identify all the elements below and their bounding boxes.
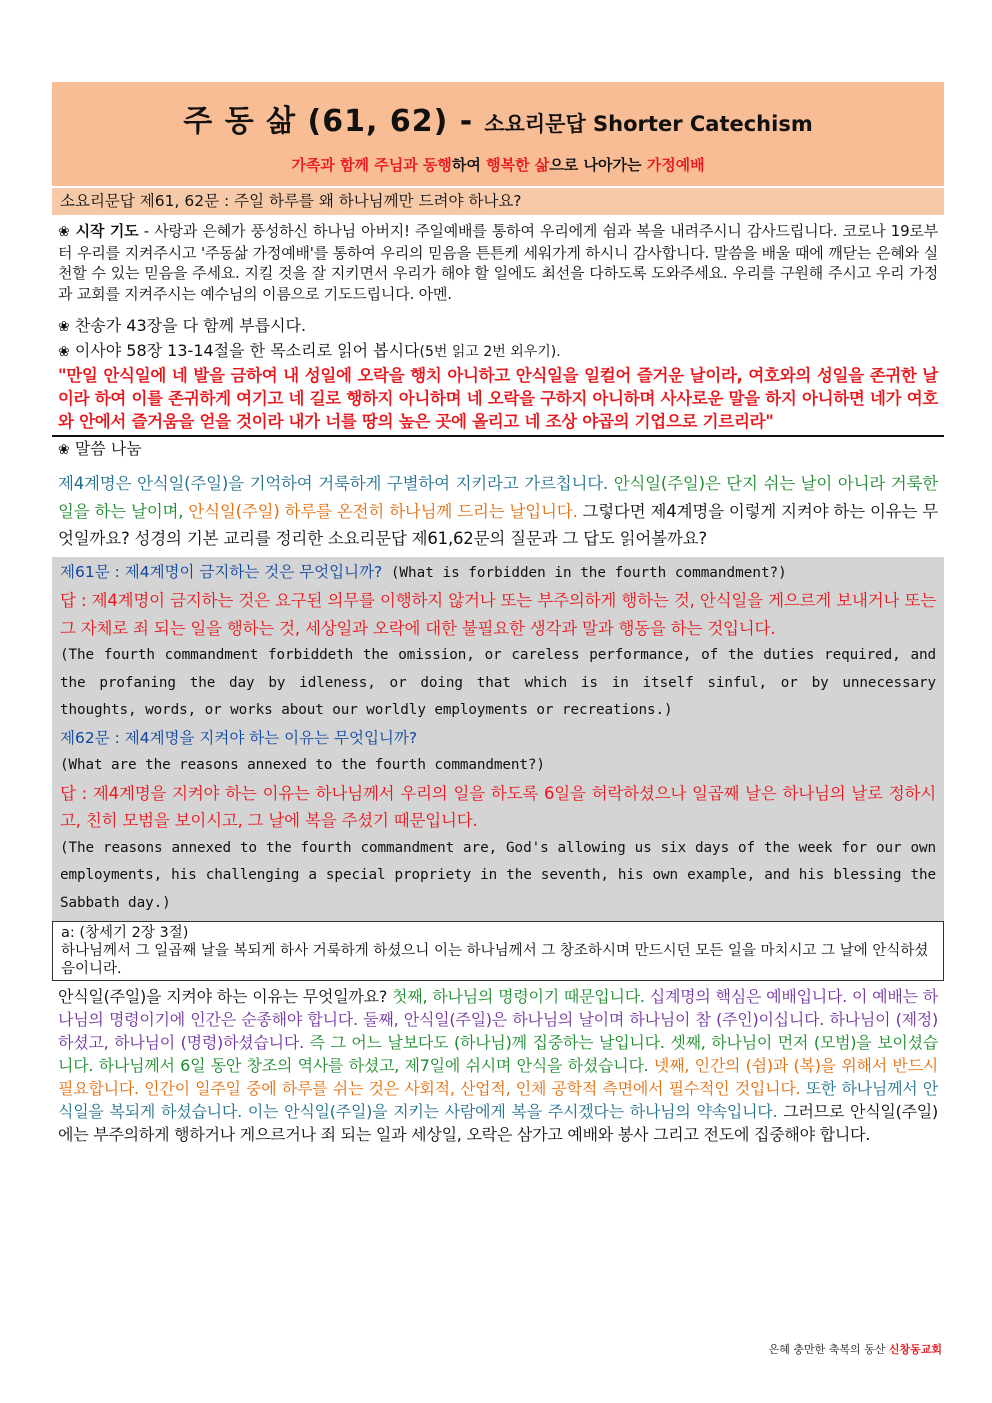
reading-note: (5번 읽고 2번 외우기).	[419, 344, 561, 360]
catechism-box	[52, 557, 944, 922]
footer-text: 은혜 충만한 축복의 동산	[768, 1343, 889, 1356]
reading-text: 이사야 58장 13-14절을 한 목소리로 읽어 봅시다	[74, 341, 420, 360]
reference-label: a: (창세기 2장 3절)	[61, 925, 189, 941]
q62-answer-ko: 답 : 제4계명을 지켜야 하는 이유는 하나님께서 우리의 일을 하도록 6일을 허락하셨으나 일곱째 날은 하나님의 날로 정하시고, 친히 모범을 보이시고, 그 날에 복을 주셨기 때문입니다.	[60, 783, 936, 830]
q61-answer-en: (The fourth commandment forbiddeth the omission, or careless performance, of the duties required, and the profaning the day by idleness, or doing that which is in itself sinful, or by unnecessary thoughts, words, or works about our worldly employments or recreations.)	[60, 647, 936, 718]
talk-part-3: 안식일(주일) 하루를 온전히 하나님께 드리는 날입니다.	[183, 501, 578, 521]
final-s8: 또한 하나님께서 안식일을 복되게 하셨습니다. 이는 안식일(주일)을 지키는 사람에게 복을 주시겠다는 하나님의 약속입니다.	[58, 1079, 939, 1121]
sharing-text	[52, 462, 944, 553]
sharing-line	[52, 437, 944, 462]
reading-line	[52, 339, 944, 364]
footer	[769, 1341, 942, 1357]
flower-icon: ❀	[58, 442, 70, 458]
q61-question-ko: 제61문 : 제4계명이 금지하는 것은 무엇입니까?	[60, 562, 383, 581]
subtitle-part-4: 행복한 삶	[486, 156, 550, 174]
footer-church: 신창동교회	[888, 1343, 942, 1356]
header	[52, 82, 944, 186]
talk-part-2: 안식일(주일)은 단지 쉬는 날이 아니라 거룩한 일을 하는 날이며,	[58, 474, 939, 521]
final-s6: 셋째, 하나님이 먼저 (모범)을 보이셨습니다. 하나님께서 6일 동안 창조의 역사를 하셨고, 제7일에 쉬시며 안식을 하셨습니다.	[58, 1033, 939, 1075]
final-s3: 십계명의 핵심은 예배입니다. 이 예배는 하나님의 명령이기에 인간은 순종해야 합니다.	[58, 987, 938, 1029]
flower-icon: ❀	[58, 224, 71, 240]
question-bar: 소요리문답 제61, 62문 : 주일 하루를 왜 하나님께만 드려야 하나요?	[52, 188, 944, 215]
final-s7: 넷째, 인간의 (쉼)과 (복)을 위해서 반드시 필요합니다. 인간이 일주일 중에 하루를 쉬는 것은 사회적, 산업적, 인체 공학적 측면에서 필수적인 것입니다.	[58, 1056, 938, 1098]
q61-question-en: (What is forbidden in the fourth commandment?)	[382, 564, 787, 581]
hymn-text: 찬송가 43장을 다 함께 부릅시다.	[74, 316, 307, 335]
final-s5: 즉 그 어느 날보다도 (하나님)께 집중하는 날입니다.	[303, 1033, 665, 1052]
flower-icon: ❀	[58, 344, 70, 360]
title-sub: 소요리문답 Shorter Catechism	[484, 112, 813, 136]
sharing-label: 말씀 나눔	[74, 439, 142, 458]
prayer-text: - 사랑과 은혜가 풍성하신 하나님 아버지! 주일예배를 통하여 우리에게 쉼과 복을 내려주시니 감사드립니다. 코로나 19로부터 우리를 지켜주시고 '주동삶 가정예배'를 통하여 우리의 믿음을 튼튼케 세워가게 하시니 감사합니다. 말씀을 배울 때에 깨닫는 은혜와 실천할 수 있는 믿음을 주세요. 지킬 것을 잘 지키면서 우리가 해야 할 일에도 최선을 다하도록 도와주세요. 우리를 구원해 주시고 우리 가정과 교회를 지켜주시는 예수님의 이름으로 기도드립니다. 아멘.	[58, 222, 939, 303]
reference-text: 하나님께서 그 일곱째 날을 복되게 하사 거룩하게 하셨으니 이는 하나님께서 그 창조하시며 만드시던 모든 일을 마치시고 그 날에 안식하셨음이니라.	[61, 943, 929, 977]
worship-page	[52, 82, 944, 1146]
subtitle-part-6: 가정예배	[646, 156, 705, 174]
closing-text	[52, 981, 944, 1146]
q61-answer-ko: 답 : 제4계명이 금지하는 것은 요구된 의무를 이행하지 않거나 또는 부주의하게 행하는 것, 안식일을 게으르게 보내거나 또는 그 자체로 죄 되는 일을 행하는 것, 세상일과 오락에 대한 불필요한 생각과 말과 행동을 하는 것입니다.	[60, 591, 936, 638]
title-main: 주 동 삶 (61, 62) -	[183, 104, 474, 139]
talk-part-4: 그렇다면 제4계명을 이렇게 지켜야 하는 이유는 무엇일까요? 성경의 기본 교리를 정리한 소요리문답 제61,62문의 질문과 그 답도 읽어볼까요?	[58, 501, 938, 548]
q62-answer-en: (The reasons annexed to the fourth commandment are, God's allowing us six days of the week for our own employments, his challenging a special propriety in the seventh, his own example, and his blessing the Sabbath day.)	[60, 839, 936, 911]
subtitle-part-1: 가족과 함께	[291, 156, 375, 174]
final-s1: 안식일(주일)을 지켜야 하는 이유는 무엇일까요?	[58, 987, 393, 1006]
prayer-label: 시작 기도	[75, 222, 139, 240]
final-s2: 첫째, 하나님의 명령이기 때문입니다.	[392, 987, 645, 1006]
q62-question-en: (What are the reasons annexed to the fourth commandment?)	[60, 757, 545, 773]
final-s4: 둘째, 안식일(주일)은 하나님의 날이며 하나님이 참 (주인)이십니다. 하나님이 (제정)하셨고, 하나님이 (명령)하셨습니다.	[58, 1010, 939, 1052]
talk-part-1: 제4계명은 안식일(주일)을 기억하여 거룩하게 구별하여 지키라고 가르칩니다.	[58, 474, 608, 493]
page-title	[52, 96, 944, 140]
flower-icon: ❀	[58, 319, 70, 335]
scripture-verse: "만일 안식일에 네 발을 금하여 내 성일에 오락을 행치 아니하고 안식일을 일컬어 즐거운 날이라, 여호와의 성일을 존귀한 날이라 하여 이를 존귀하게 여기고 네 길로 행하지 아니하며 네 오락을 구하지 아니하며 사사로운 말을 하지 아니하면 네가 여호와 안에서 즐거움을 얻을 것이라 내가 너를 땅의 높은 곳에 올리고 네 조상 야곱의 기업으로 기르리라"	[58, 366, 938, 431]
final-s9: 그러므로 안식일(주일)에는 부주의하게 행하거나 게으르거나 죄 되는 일과 세상일, 오락은 삼가고 예배와 봉사 그리고 전도에 집중해야 합니다.	[58, 1102, 939, 1144]
q62-question-ko: 제62문 : 제4계명을 지켜야 하는 이유는 무엇입니까?	[60, 728, 418, 747]
opening-prayer	[52, 215, 944, 304]
q61-question	[60, 559, 936, 588]
subtitle-part-2: 주님과 동행	[374, 156, 452, 174]
hymn-line	[52, 314, 944, 339]
reference-box	[52, 921, 944, 981]
subtitle-part-3: 하여	[451, 156, 487, 174]
subtitle	[52, 154, 944, 175]
subtitle-part-5: 으로 나아가는	[549, 156, 647, 174]
